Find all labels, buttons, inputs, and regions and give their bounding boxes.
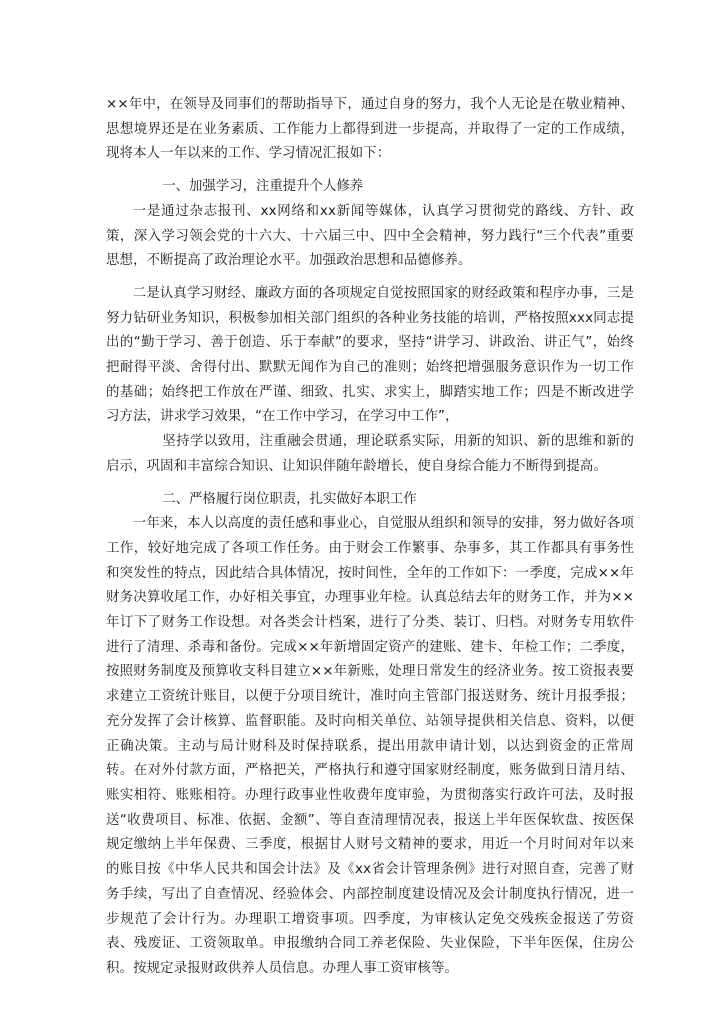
section-2-heading: 二、严格履行岗位职责，扎实做好本职工作 [162,491,417,507]
section-1-paragraph-3: 坚持学以致用，注重融会贯通，理论联系实际，用新的知识、新的思维和新的启示，巩固和丰富综合知识、让知识伴随年龄增长，使自身综合能力不断得到提高。 [106,434,634,474]
document-body [106,93,634,982]
section-1-paragraph-2: 二是认真学习财经、廉政方面的各项规定自觉按照国家的财经政策和程序办事，三是努力钻研业务知识，积极参加相关部门组织的各种业务技能的培训，严格按照xxx同志提出的“勤于学习、善于创造、乐于奉献”的要求，坚持“讲学习、讲政治、讲正气”，始终把耐得平淡、舍得付出、默默无闻作为自己的准则；始终把增强服务意识作为一切工作的基础；始终把工作放在严谨、细致、扎实、求实上，脚踏实地工作；四是不断改进学习方法，讲求学习效果，“在工作中学习，在学习中工作”， [106,285,634,425]
section-2-paragraph-1: 一年来，本人以高度的责任感和事业心，自觉服从组织和领导的安排，努力做好各项工作，较好地完成了各项工作任务。由于财会工作繁事、杂事多，其工作都具有事务性和突发性的特点，因此结合具体情况，按时间性，全年的工作如下：一季度，完成××年财务决算收尾工作，办好相关事宜，办理事业年检。认真总结去年的财务工作，并为××年订下了财务工作设想。对各类会计档案，进行了分类、装订、归档。对财务专用软件进行了清理、杀毒和备份。完成××年新增固定资产的建账、建卡、年检工作；二季度，按照财务制度及预算收支科目建立××年新账，处理日常发生的经济业务。按工资报表要求建立工资统计账目，以便于分项目统计，准时向主管部门报送财务、统计月报季报；充分发挥了会计核算、监督职能。及时向相关单位、站领导提供相关信息、资料，以便正确决策。主动与局计财科及时保持联系，提出用款申请计划，以达到资金的正常周转。在对外付款方面，严格把关，严格执行和遵守国家财经制度，账务做到日清月结、账实相符、账账相符。办理行政事业性收费年度审验，为贯彻落实行政许可法，及时报送“收费项目、标准、依据、金额”、等自查清理情况表，报送上半年医保软盘、按医保规定缴纳上半年保费、三季度，根据甘人财号文精神的要求，用近一个月时间对年以来的账目按《中华人民共和国会计法》及《xx省会计管理条例》进行对照自查，完善了财务手续，写出了自查情况、经验体会、内部控制度建设情况及会计制度执行情况，进一步规范了会计行为。办理职工增资事项。四季度，为审核认定免交残疾金报送了劳资表、残废证、工资领取单。申报缴纳合同工养老保险、失业保险，下半年医保，住房公积。按规定录报财政供养人员信息。办理人事工资审核等。 [106,516,634,976]
section-1-paragraph-1: 一是通过杂志报刊、xx网络和xx新闻等媒体，认真学习贯彻党的路线、方针、政策，深入学习领会党的十六大、十六届三中、四中全会精神，努力践行“三个代表”重要思想，不断提高了政治理论水平。加强政治思想和品德修养。 [106,203,634,269]
intro-paragraph: ××年中，在领导及同事们的帮助指导下，通过自身的努力，我个人无论是在敬业精神、思想境界还是在业务素质、工作能力上都得到进一步提高，并取得了一定的工作成绩，现将本人一年以来的工作、学习情况汇报如下： [106,97,634,162]
section-1-heading: 一、加强学习，注重提升个人修养 [162,179,364,195]
